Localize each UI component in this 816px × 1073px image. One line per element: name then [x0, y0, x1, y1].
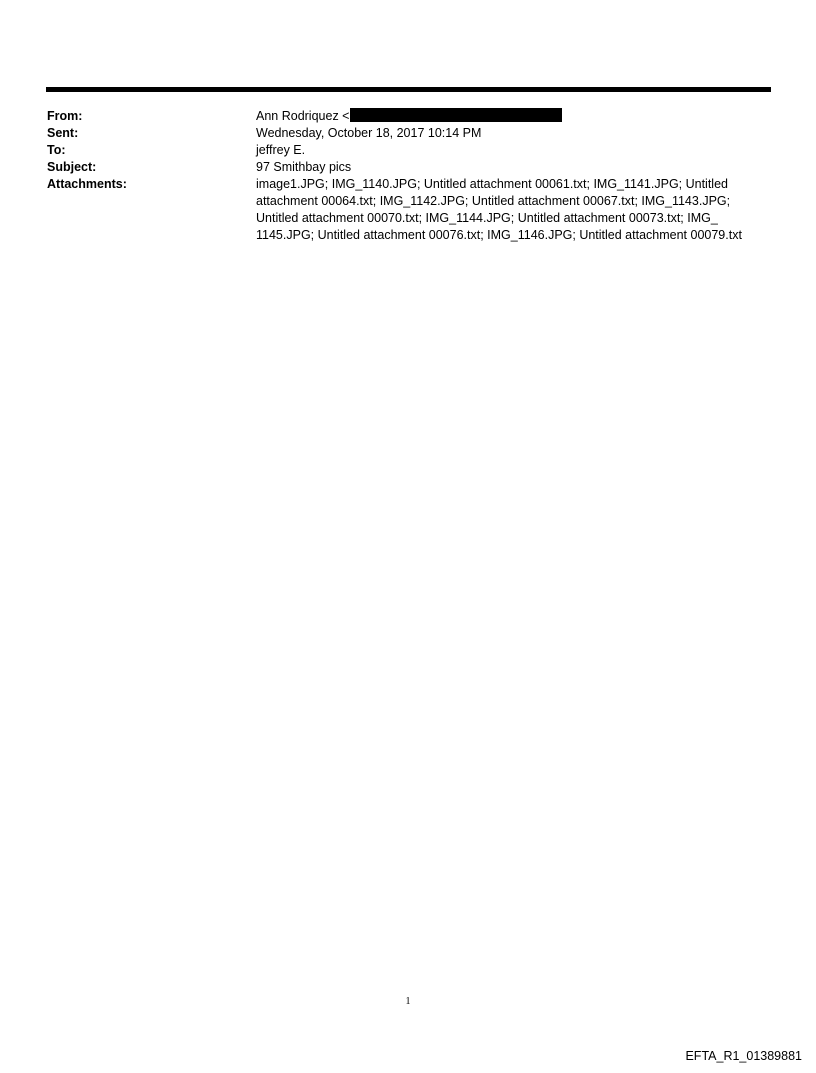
sent-label: Sent: — [47, 126, 79, 140]
subject-row — [47, 159, 772, 176]
redaction-box — [350, 108, 562, 122]
from-label: From: — [47, 109, 83, 123]
document-id: EFTA_R1_01389881 — [685, 1049, 802, 1063]
attachments-label: Attachments: — [47, 177, 127, 191]
from-name: Ann Rodriquez < — [256, 109, 350, 123]
to-row — [47, 142, 772, 159]
to-label: To: — [47, 143, 66, 157]
subject-value: 97 Smithbay pics — [256, 160, 352, 174]
sent-row — [47, 125, 772, 142]
header-divider — [46, 87, 771, 92]
attachments-value: image1.JPG; IMG_1140.JPG; Untitled attachment 00061.txt; IMG_1141.JPG; Untitled attachment 00064.txt; IMG_1142.JPG; Untitled attachment 00067.txt; IMG_1143.JPG; Untitled attachment 00070.txt; IMG_1144.JPG; Untitled attachment 00073.txt; IMG_ 1145.JPG; Untitled attachment 00076.txt; IMG_1146.JPG; Untitled attachment 00079.txt — [256, 177, 742, 242]
subject-label: Subject: — [47, 160, 97, 174]
email-header — [47, 108, 772, 244]
attachments-row — [47, 176, 772, 244]
page-number: 1 — [405, 996, 411, 1007]
sent-value: Wednesday, October 18, 2017 10:14 PM — [256, 126, 482, 140]
from-value — [256, 108, 772, 125]
from-row — [47, 108, 772, 125]
to-value: jeffrey E. — [256, 143, 306, 157]
